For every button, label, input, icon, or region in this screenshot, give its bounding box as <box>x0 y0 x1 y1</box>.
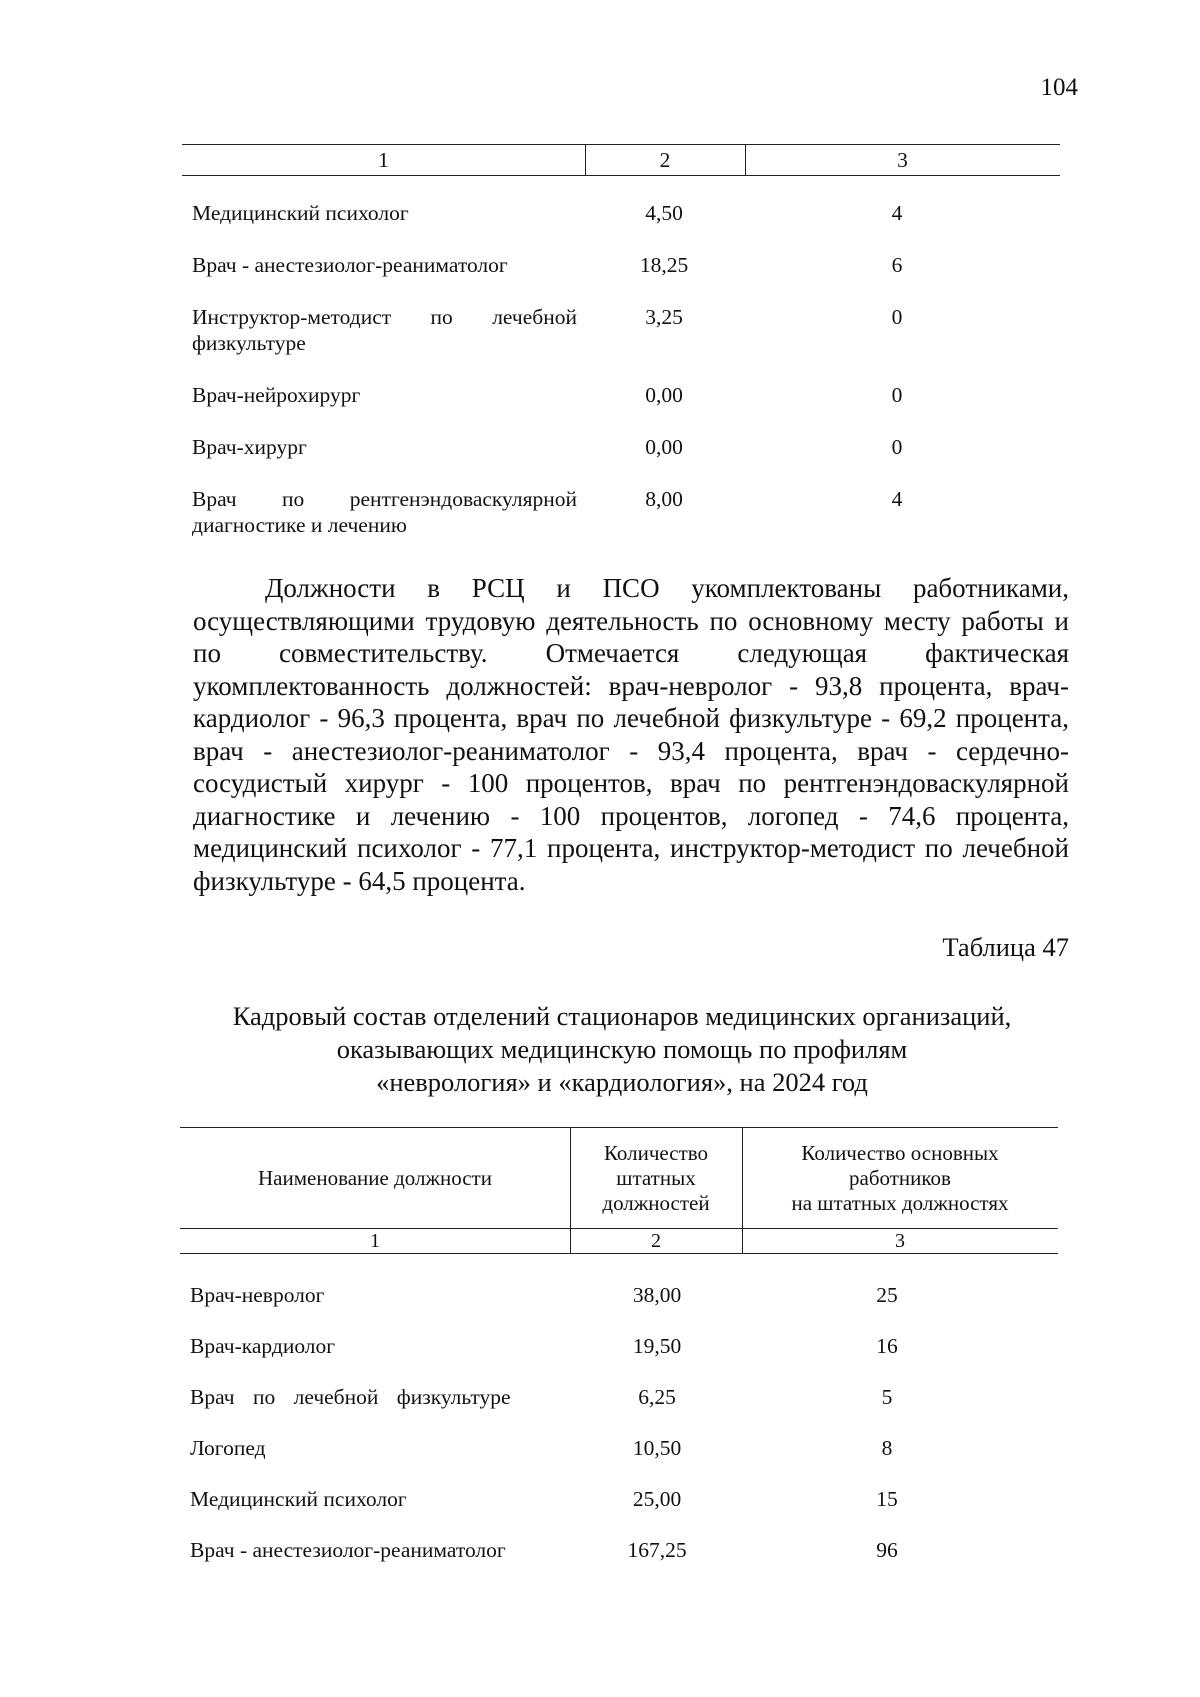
position-name: Врач-невролог <box>190 1283 325 1307</box>
employee-count: 0 <box>891 435 903 459</box>
employee-count: 15 <box>876 1487 898 1511</box>
table-row <box>180 1384 1058 1435</box>
table-column-numbers <box>182 144 1060 176</box>
staff-count: 4,50 <box>645 201 683 225</box>
employee-count: 96 <box>876 1538 898 1562</box>
employee-count: 25 <box>876 1283 898 1307</box>
position-name: Медицинский психолог <box>190 1487 407 1511</box>
employee-count: 4 <box>891 487 903 511</box>
page-number: 104 <box>1040 74 1078 101</box>
table-row <box>180 1486 1058 1537</box>
employee-count: 6 <box>891 253 903 277</box>
position-name: Врач-кардиолог <box>190 1334 336 1358</box>
paragraph-text: Должности в РСЦ и ПСО укомплектованы работниками, осуществляющими трудовую деятельность по основному месту работы и по совместительству. Отмечается следующая фактическая укомплектованность должностей: врач-невролог - 93,8 процента, врач-кардиолог - 96,3 процента, врач по лечебной физкультуре - 69,2 процента, врач - анестезиолог-реаниматолог - 93,4 процента, врач - сердечно-сосудистый хирург - 100 процентов, врач по рентгенэндоваскулярной диагностике и лечению - 100 процентов, логопед - 74,6 процента, медицинский психолог - 77,1 процента, инструктор-методист по лечебной физкультуре - 64,5 процента. <box>193 573 1069 896</box>
position-name: Логопед <box>190 1436 266 1460</box>
table-row <box>182 252 1060 304</box>
staff-count: 0,00 <box>645 383 683 407</box>
table-row <box>182 434 1060 486</box>
header-staff-count: Количество штатных должностей <box>602 1140 710 1215</box>
staff-count: 18,25 <box>639 253 689 277</box>
employee-count: 4 <box>891 201 903 225</box>
column-number-1: 1 <box>378 148 389 172</box>
staff-count: 3,25 <box>645 305 683 329</box>
position-name-line2: физкультуре <box>192 331 306 355</box>
staff-count: 25,00 <box>632 1487 682 1511</box>
position-name: Врач - анестезиолог-реаниматолог <box>192 253 508 277</box>
column-number-3: 3 <box>897 148 908 172</box>
position-name-line1: Врач по рентгенэндоваскулярной <box>192 487 577 511</box>
table-header <box>180 1127 1058 1228</box>
employee-count: 0 <box>891 305 903 329</box>
employee-count: 8 <box>881 1436 893 1460</box>
staff-count: 19,50 <box>632 1334 682 1358</box>
table-row <box>180 1537 1058 1588</box>
table-row <box>182 304 1060 382</box>
table-row <box>180 1435 1058 1486</box>
staff-count: 0,00 <box>645 435 683 459</box>
body-paragraph <box>193 572 1069 897</box>
staff-count: 167,25 <box>627 1538 687 1562</box>
staff-count: 10,50 <box>632 1436 682 1460</box>
staffing-table-47 <box>180 1127 1058 1588</box>
position-name-line2: диагностике и лечению <box>192 513 407 537</box>
position-name: Врач по лечебной физкультуре <box>190 1385 511 1409</box>
position-name: Медицинский психолог <box>192 201 409 225</box>
table-row <box>180 1282 1058 1333</box>
table-row <box>180 1333 1058 1384</box>
header-employee-count: Количество основных работников на штатных должностях <box>791 1140 1009 1215</box>
table-row <box>182 486 1060 542</box>
staff-count: 6,25 <box>638 1385 676 1409</box>
staff-count: 8,00 <box>645 487 683 511</box>
header-position-name: Наименование должности <box>258 1165 492 1190</box>
table-row <box>182 382 1060 434</box>
table-title <box>182 1000 1062 1099</box>
position-name: Врач-хирург <box>192 435 307 459</box>
staff-count: 38,00 <box>632 1283 682 1307</box>
position-name-line1: Инструктор-методист по лечебной <box>192 305 577 329</box>
employee-count: 0 <box>891 383 903 407</box>
table-title-line2: оказывающих медицинскую помощь по профилям <box>336 1034 908 1064</box>
employee-count: 16 <box>876 1334 898 1358</box>
table-title-line1: Кадровый состав отделений стационаров медицинских организаций, <box>232 1001 1012 1031</box>
employee-count: 5 <box>881 1385 893 1409</box>
position-name: Врач-нейрохирург <box>192 383 361 407</box>
column-number-2: 2 <box>659 148 671 172</box>
table-number: Таблица 47 <box>942 932 1069 962</box>
table-title-line3: «неврология» и «кардиология», на 2024 год <box>376 1067 868 1097</box>
column-number-2: 2 <box>651 1230 661 1252</box>
position-name: Врач - анестезиолог-реаниматолог <box>190 1538 506 1562</box>
column-number-1: 1 <box>370 1230 380 1252</box>
staffing-table-continued <box>182 144 1060 542</box>
column-number-3: 3 <box>895 1230 905 1252</box>
table-row <box>182 200 1060 252</box>
table-column-numbers <box>180 1228 1058 1254</box>
